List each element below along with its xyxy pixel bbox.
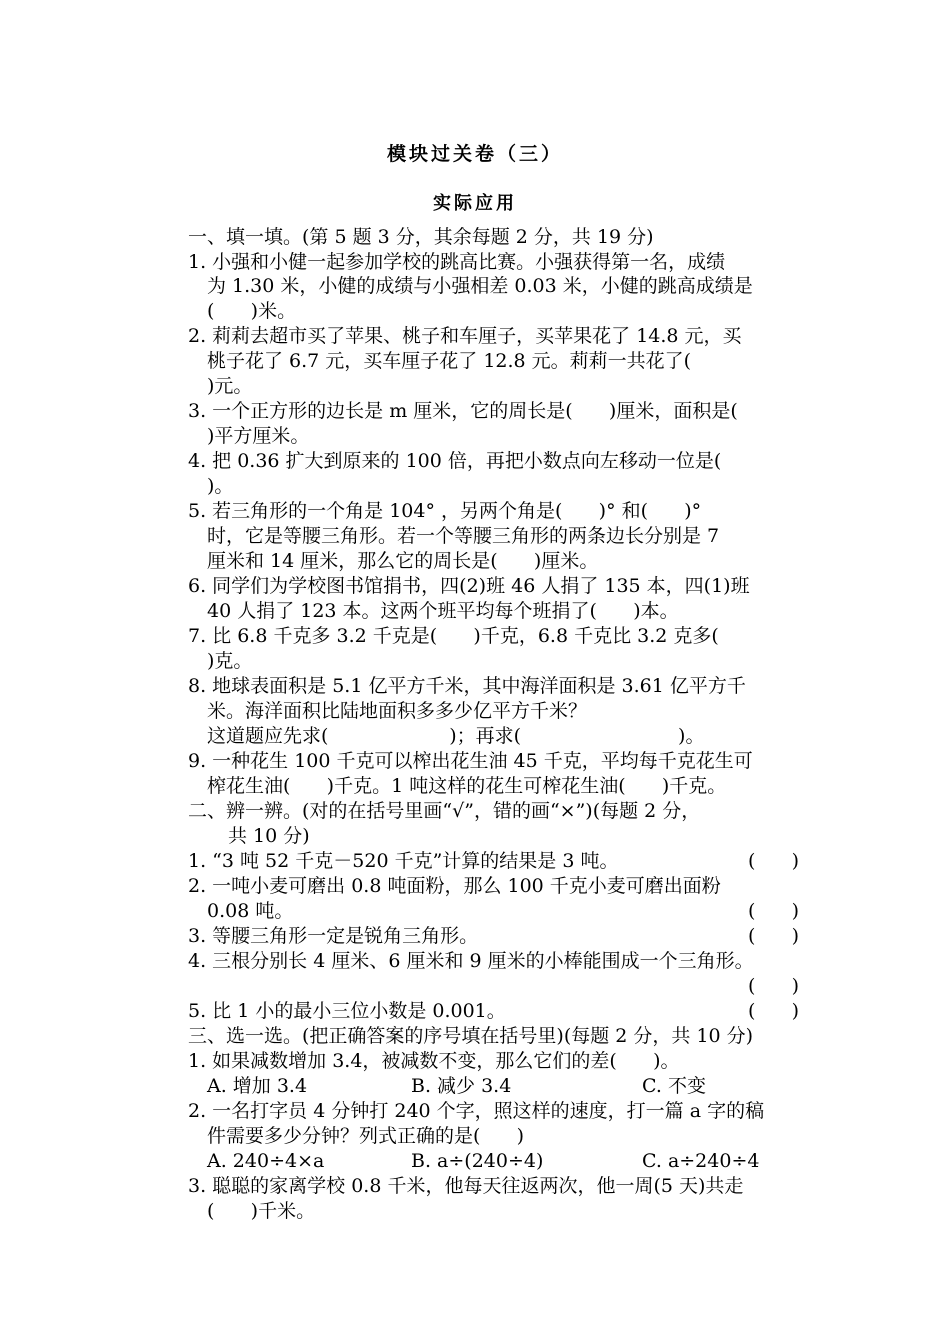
option-a[interactable]: A. 240÷4×a	[207, 1150, 325, 1172]
choice-question: 2. 一名打字员 4 分钟打 240 个字，照这样的速度，打一篇 a 字的稿	[188, 1100, 765, 1122]
page-title: 模块过关卷（三）	[386, 143, 563, 165]
option-b[interactable]: B. 减少 3.4	[411, 1075, 512, 1097]
question-line: )克。	[207, 650, 253, 672]
page-subtitle: 实际应用	[433, 193, 517, 214]
section-2-heading-cont: 共 10 分)	[228, 825, 310, 847]
judge-item: 2. 一吨小麦可磨出 0.8 吨面粉，那么 100 千克小麦可磨出面粉	[188, 875, 721, 897]
question-line: 4. 把 0.36 扩大到原来的 100 倍，再把小数点向左移动一位是(	[188, 450, 722, 472]
answer-bracket[interactable]: ( )	[748, 975, 800, 997]
question-line: 2. 莉莉去超市买了苹果、桃子和车厘子，买苹果花了 14.8 元，买	[188, 325, 742, 347]
question-line: 厘米和 14 厘米，那么它的周长是( )厘米。	[207, 550, 599, 572]
option-a[interactable]: A. 增加 3.4	[207, 1075, 308, 1097]
answer-bracket[interactable]: ( )	[748, 1000, 800, 1022]
question-line: 时，它是等腰三角形。若一个等腰三角形的两条边长分别是 7	[207, 525, 720, 547]
question-line: 8. 地球表面积是 5.1 亿平方千米，其中海洋面积是 3.61 亿平方千	[188, 675, 746, 697]
judge-item: 1. “3 吨 52 千克－520 千克”计算的结果是 3 吨。	[188, 850, 619, 872]
answer-bracket[interactable]: ( )	[748, 900, 800, 922]
question-line: 5. 若三角形的一个角是 104° ，另两个角是( )° 和( )°	[188, 500, 702, 522]
question-line: 6. 同学们为学校图书馆捐书，四(2)班 46 人捐了 135 本，四(1)班	[188, 575, 750, 597]
judge-item: 5. 比 1 小的最小三位小数是 0.001。	[188, 1000, 506, 1022]
question-line: 为 1.30 米，小健的成绩与小强相差 0.03 米，小健的跳高成绩是	[207, 275, 753, 297]
choice-question-cont: 件需要多少分钟？列式正确的是( )	[207, 1125, 525, 1147]
section-3-heading: 三、选一选。(把正确答案的序号填在括号里)(每题 2 分，共 10 分)	[188, 1025, 754, 1047]
question-line: )元。	[207, 375, 253, 397]
option-c[interactable]: C. 不变	[642, 1075, 706, 1097]
question-line: 3. 一个正方形的边长是 m 厘米，它的周长是( )厘米，面积是(	[188, 400, 738, 422]
question-line: 7. 比 6.8 千克多 3.2 千克是( )千克，6.8 千克比 3.2 克多(	[188, 625, 719, 647]
question-line: 榨花生油( )千克。1 吨这样的花生可榨花生油( )千克。	[207, 775, 727, 797]
question-line: 1. 小强和小健一起参加学校的跳高比赛。小强获得第一名，成绩	[188, 251, 726, 273]
section-2-heading: 二、辨一辨。(对的在括号里画“√”，错的画“×”)(每题 2 分，	[188, 800, 701, 822]
section-1-heading: 一、填一填。(第 5 题 3 分，其余每题 2 分，共 19 分)	[188, 226, 654, 248]
question-line: ( )米。	[207, 300, 297, 322]
question-line: 40 人捐了 123 本。这两个班平均每个班捐了( )本。	[207, 600, 679, 622]
judge-item-cont: 0.08 吨。	[207, 900, 294, 922]
judge-item: 4. 三根分别长 4 厘米、6 厘米和 9 厘米的小棒能围成一个三角形。	[188, 950, 754, 972]
choice-question: 3. 聪聪的家离学校 0.8 千米，他每天往返两次，他一周(5 天)共走	[188, 1175, 744, 1197]
option-b[interactable]: B. a÷(240÷4)	[411, 1150, 544, 1172]
question-line: )。	[207, 475, 234, 497]
question-line: 这道题应先求( )；再求( )。	[207, 725, 705, 747]
question-line: 米。海洋面积比陆地面积多多少亿平方千米？	[207, 700, 588, 722]
judge-item: 3. 等腰三角形一定是锐角三角形。	[188, 925, 479, 947]
answer-bracket[interactable]: ( )	[748, 925, 800, 947]
choice-question-cont: ( )千米。	[207, 1200, 316, 1222]
question-line: )平方厘米。	[207, 425, 310, 447]
question-line: 9. 一种花生 100 千克可以榨出花生油 45 千克，平均每千克花生可	[188, 750, 753, 772]
choice-question: 1. 如果减数增加 3.4，被减数不变，那么它们的差( )。	[188, 1050, 680, 1072]
question-line: 桃子花了 6.7 元，买车厘子花了 12.8 元。莉莉一共花了(	[207, 350, 692, 372]
answer-bracket[interactable]: ( )	[748, 850, 800, 872]
option-c[interactable]: C. a÷240÷4	[642, 1150, 760, 1172]
